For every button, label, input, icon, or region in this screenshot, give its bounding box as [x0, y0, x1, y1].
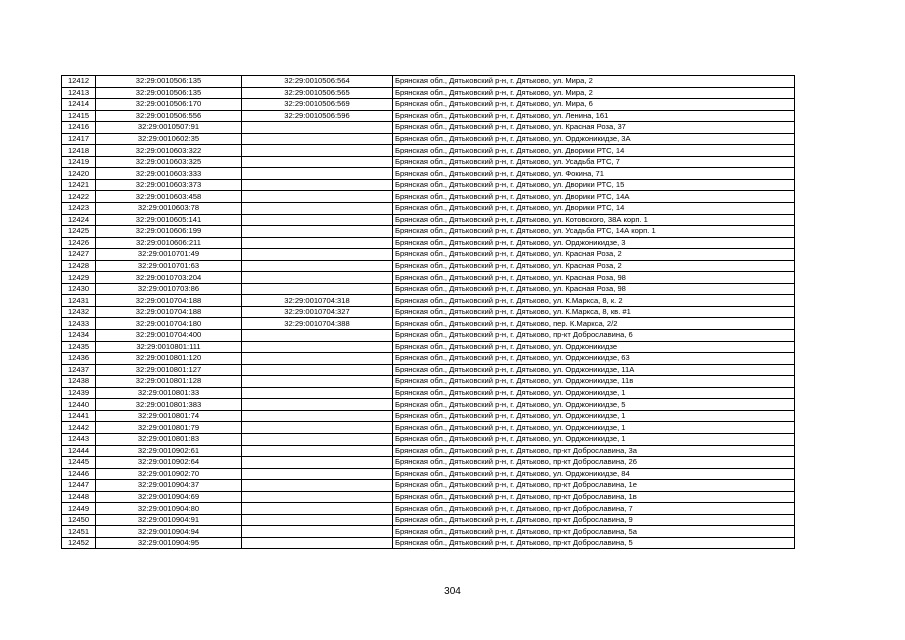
parcel-cadastral-number-cell: 32:29:0010902:61: [96, 445, 242, 457]
address-cell: Брянская обл., Дятьковский р-н, г. Дятьково, ул. Орджоникидзе, 84: [393, 468, 795, 480]
object-cadastral-number-cell: [242, 283, 393, 295]
table-row: [62, 179, 795, 191]
object-cadastral-number-cell: 32:29:0010506:569: [242, 99, 393, 111]
object-cadastral-number-cell: 32:29:0010704:318: [242, 295, 393, 307]
table-row: [62, 295, 795, 307]
address-cell: Брянская обл., Дятьковский р-н, г. Дятьково, ул. Дворики РТС, 14: [393, 203, 795, 215]
row-number-cell: 12446: [62, 468, 96, 480]
object-cadastral-number-cell: [242, 422, 393, 434]
address-cell: Брянская обл., Дятьковский р-н, г. Дятьково, ул. Орджоникидзе, 11А: [393, 364, 795, 376]
table-row: [62, 283, 795, 295]
object-cadastral-number-cell: 32:29:0010506:564: [242, 76, 393, 88]
table-row: [62, 341, 795, 353]
address-cell: Брянская обл., Дятьковский р-н, г. Дятьково, ул. Мира, 2: [393, 76, 795, 88]
address-cell: Брянская обл., Дятьковский р-н, г. Дятьково, ул. Дворики РТС, 14: [393, 145, 795, 157]
parcel-cadastral-number-cell: 32:29:0010704:188: [96, 306, 242, 318]
row-number-cell: 12424: [62, 214, 96, 226]
address-cell: Брянская обл., Дятьковский р-н, г. Дятьково, пр-кт Доброславина, 1е: [393, 480, 795, 492]
table-row: [62, 191, 795, 203]
table-row: [62, 468, 795, 480]
row-number-cell: 12452: [62, 537, 96, 549]
object-cadastral-number-cell: [242, 491, 393, 503]
table-row: [62, 214, 795, 226]
table-row: [62, 318, 795, 330]
row-number-cell: 12419: [62, 156, 96, 168]
parcel-cadastral-number-cell: 32:29:0010602:35: [96, 133, 242, 145]
address-cell: Брянская обл., Дятьковский р-н, г. Дятьково, ул. Орджоникидзе, 11в: [393, 376, 795, 388]
row-number-cell: 12448: [62, 491, 96, 503]
document-sheet: [61, 75, 794, 549]
address-cell: Брянская обл., Дятьковский р-н, г. Дятьково, ул. Дворики РТС, 15: [393, 179, 795, 191]
object-cadastral-number-cell: [242, 364, 393, 376]
object-cadastral-number-cell: [242, 133, 393, 145]
parcel-cadastral-number-cell: 32:29:0010603:322: [96, 145, 242, 157]
table-row: [62, 457, 795, 469]
address-cell: Брянская обл., Дятьковский р-н, г. Дятьково, ул. Красная Роза, 37: [393, 122, 795, 134]
parcel-cadastral-number-cell: 32:29:0010703:204: [96, 272, 242, 284]
row-number-cell: 12447: [62, 480, 96, 492]
object-cadastral-number-cell: [242, 341, 393, 353]
row-number-cell: 12438: [62, 376, 96, 388]
address-cell: Брянская обл., Дятьковский р-н, г. Дятьково, пр-кт Доброславина, 5: [393, 537, 795, 549]
table-row: [62, 445, 795, 457]
table-row: [62, 376, 795, 388]
parcel-cadastral-number-cell: 32:29:0010704:188: [96, 295, 242, 307]
address-cell: Брянская обл., Дятьковский р-н, г. Дятьково, ул. Котовского, 38А корп. 1: [393, 214, 795, 226]
table-row: [62, 399, 795, 411]
object-cadastral-number-cell: [242, 191, 393, 203]
parcel-cadastral-number-cell: 32:29:0010801:79: [96, 422, 242, 434]
row-number-cell: 12433: [62, 318, 96, 330]
object-cadastral-number-cell: [242, 179, 393, 191]
row-number-cell: 12425: [62, 226, 96, 238]
parcel-cadastral-number-cell: 32:29:0010904:69: [96, 491, 242, 503]
table-row: [62, 353, 795, 365]
object-cadastral-number-cell: [242, 156, 393, 168]
row-number-cell: 12412: [62, 76, 96, 88]
row-number-cell: 12432: [62, 306, 96, 318]
object-cadastral-number-cell: [242, 122, 393, 134]
row-number-cell: 12423: [62, 203, 96, 215]
object-cadastral-number-cell: [242, 399, 393, 411]
parcel-cadastral-number-cell: 32:29:0010701:49: [96, 249, 242, 261]
object-cadastral-number-cell: [242, 249, 393, 261]
address-cell: Брянская обл., Дятьковский р-н, г. Дятьково, ул. Орджоникидзе, 63: [393, 353, 795, 365]
object-cadastral-number-cell: 32:29:0010506:565: [242, 87, 393, 99]
table-row: [62, 491, 795, 503]
address-cell: Брянская обл., Дятьковский р-н, г. Дятьково, пр-кт Доброславина, 7: [393, 503, 795, 515]
row-number-cell: 12420: [62, 168, 96, 180]
records-table: [61, 75, 795, 549]
table-row: [62, 526, 795, 538]
parcel-cadastral-number-cell: 32:29:0010801:120: [96, 353, 242, 365]
parcel-cadastral-number-cell: 32:29:0010606:199: [96, 226, 242, 238]
object-cadastral-number-cell: [242, 260, 393, 272]
parcel-cadastral-number-cell: 32:29:0010801:83: [96, 433, 242, 445]
parcel-cadastral-number-cell: 32:29:0010603:333: [96, 168, 242, 180]
parcel-cadastral-number-cell: 32:29:0010704:400: [96, 330, 242, 342]
object-cadastral-number-cell: [242, 214, 393, 226]
parcel-cadastral-number-cell: 32:29:0010703:86: [96, 283, 242, 295]
row-number-cell: 12449: [62, 503, 96, 515]
object-cadastral-number-cell: [242, 433, 393, 445]
row-number-cell: 12440: [62, 399, 96, 411]
table-row: [62, 226, 795, 238]
table-row: [62, 272, 795, 284]
object-cadastral-number-cell: [242, 514, 393, 526]
parcel-cadastral-number-cell: 32:29:0010507:91: [96, 122, 242, 134]
address-cell: Брянская обл., Дятьковский р-н, г. Дятьково, ул. Орджоникидзе, 3А: [393, 133, 795, 145]
table-row: [62, 306, 795, 318]
address-cell: Брянская обл., Дятьковский р-н, г. Дятьково, ул. Красная Роза, 98: [393, 283, 795, 295]
object-cadastral-number-cell: [242, 503, 393, 515]
address-cell: Брянская обл., Дятьковский р-н, г. Дятьково, пр-кт Доброславина, 26: [393, 457, 795, 469]
object-cadastral-number-cell: [242, 457, 393, 469]
object-cadastral-number-cell: [242, 353, 393, 365]
object-cadastral-number-cell: [242, 537, 393, 549]
address-cell: Брянская обл., Дятьковский р-н, г. Дятьково, ул. Мира, 6: [393, 99, 795, 111]
table-row: [62, 433, 795, 445]
object-cadastral-number-cell: [242, 526, 393, 538]
address-cell: Брянская обл., Дятьковский р-н, г. Дятьково, ул. Фокина, 71: [393, 168, 795, 180]
object-cadastral-number-cell: [242, 226, 393, 238]
parcel-cadastral-number-cell: 32:29:0010605:141: [96, 214, 242, 226]
address-cell: Брянская обл., Дятьковский р-н, г. Дятьково, ул. Орджоникидзе, 5: [393, 399, 795, 411]
row-number-cell: 12445: [62, 457, 96, 469]
table-row: [62, 422, 795, 434]
address-cell: Брянская обл., Дятьковский р-н, г. Дятьково, пр-кт Доброславина, 9: [393, 514, 795, 526]
parcel-cadastral-number-cell: 32:29:0010801:383: [96, 399, 242, 411]
parcel-cadastral-number-cell: 32:29:0010801:33: [96, 387, 242, 399]
parcel-cadastral-number-cell: 32:29:0010904:91: [96, 514, 242, 526]
row-number-cell: 12434: [62, 330, 96, 342]
table-row: [62, 156, 795, 168]
row-number-cell: 12450: [62, 514, 96, 526]
address-cell: Брянская обл., Дятьковский р-н, г. Дятьково, ул. Дворики РТС, 14А: [393, 191, 795, 203]
row-number-cell: 12443: [62, 433, 96, 445]
object-cadastral-number-cell: [242, 410, 393, 422]
row-number-cell: 12444: [62, 445, 96, 457]
row-number-cell: 12442: [62, 422, 96, 434]
address-cell: Брянская обл., Дятьковский р-н, г. Дятьково, ул. Орджоникидзе, 1: [393, 422, 795, 434]
row-number-cell: 12428: [62, 260, 96, 272]
object-cadastral-number-cell: [242, 468, 393, 480]
parcel-cadastral-number-cell: 32:29:0010904:95: [96, 537, 242, 549]
row-number-cell: 12441: [62, 410, 96, 422]
object-cadastral-number-cell: [242, 376, 393, 388]
row-number-cell: 12415: [62, 110, 96, 122]
address-cell: Брянская обл., Дятьковский р-н, г. Дятьково, ул. Ленина, 161: [393, 110, 795, 122]
address-cell: Брянская обл., Дятьковский р-н, г. Дятьково, пр-кт Доброславина, 6: [393, 330, 795, 342]
table-row: [62, 249, 795, 261]
object-cadastral-number-cell: [242, 330, 393, 342]
row-number-cell: 12430: [62, 283, 96, 295]
parcel-cadastral-number-cell: 32:29:0010506:135: [96, 87, 242, 99]
address-cell: Брянская обл., Дятьковский р-н, г. Дятьково, ул. Красная Роза, 2: [393, 260, 795, 272]
parcel-cadastral-number-cell: 32:29:0010704:180: [96, 318, 242, 330]
page-number: 304: [444, 586, 461, 597]
table-body: [62, 76, 795, 549]
table-row: [62, 122, 795, 134]
parcel-cadastral-number-cell: 32:29:0010904:94: [96, 526, 242, 538]
row-number-cell: 12435: [62, 341, 96, 353]
table-row: [62, 503, 795, 515]
row-number-cell: 12417: [62, 133, 96, 145]
row-number-cell: 12439: [62, 387, 96, 399]
address-cell: Брянская обл., Дятьковский р-н, г. Дятьково, пер. К.Маркса, 2/2: [393, 318, 795, 330]
address-cell: Брянская обл., Дятьковский р-н, г. Дятьково, ул. Орджоникидзе, 1: [393, 433, 795, 445]
object-cadastral-number-cell: [242, 480, 393, 492]
address-cell: Брянская обл., Дятьковский р-н, г. Дятьково, ул. Орджоникидзе, 1: [393, 410, 795, 422]
address-cell: Брянская обл., Дятьковский р-н, г. Дятьково, ул. Орджоникидзе, 3: [393, 237, 795, 249]
row-number-cell: 12413: [62, 87, 96, 99]
row-number-cell: 12426: [62, 237, 96, 249]
object-cadastral-number-cell: [242, 168, 393, 180]
parcel-cadastral-number-cell: 32:29:0010506:135: [96, 76, 242, 88]
address-cell: Брянская обл., Дятьковский р-н, г. Дятьково, ул. К.Маркса, 8, к. 2: [393, 295, 795, 307]
row-number-cell: 12451: [62, 526, 96, 538]
address-cell: Брянская обл., Дятьковский р-н, г. Дятьково, ул. Красная Роза, 2: [393, 249, 795, 261]
address-cell: Брянская обл., Дятьковский р-н, г. Дятьково, ул. Красная Роза, 98: [393, 272, 795, 284]
object-cadastral-number-cell: [242, 387, 393, 399]
object-cadastral-number-cell: 32:29:0010704:388: [242, 318, 393, 330]
object-cadastral-number-cell: [242, 272, 393, 284]
object-cadastral-number-cell: [242, 445, 393, 457]
table-row: [62, 133, 795, 145]
row-number-cell: 12421: [62, 179, 96, 191]
table-row: [62, 110, 795, 122]
row-number-cell: 12422: [62, 191, 96, 203]
parcel-cadastral-number-cell: 32:29:0010603:325: [96, 156, 242, 168]
row-number-cell: 12429: [62, 272, 96, 284]
object-cadastral-number-cell: [242, 203, 393, 215]
object-cadastral-number-cell: [242, 145, 393, 157]
address-cell: Брянская обл., Дятьковский р-н, г. Дятьково, пр-кт Доброславина, 5а: [393, 526, 795, 538]
table-row: [62, 260, 795, 272]
table-row: [62, 387, 795, 399]
parcel-cadastral-number-cell: 32:29:0010902:70: [96, 468, 242, 480]
table-row: [62, 364, 795, 376]
parcel-cadastral-number-cell: 32:29:0010603:458: [96, 191, 242, 203]
parcel-cadastral-number-cell: 32:29:0010701:63: [96, 260, 242, 272]
row-number-cell: 12431: [62, 295, 96, 307]
row-number-cell: 12437: [62, 364, 96, 376]
parcel-cadastral-number-cell: 32:29:0010904:37: [96, 480, 242, 492]
address-cell: Брянская обл., Дятьковский р-н, г. Дятьково, ул. К.Маркса, 8, кв. #1: [393, 306, 795, 318]
table-row: [62, 480, 795, 492]
parcel-cadastral-number-cell: 32:29:0010506:556: [96, 110, 242, 122]
address-cell: Брянская обл., Дятьковский р-н, г. Дятьково, ул. Усадьба РТС, 7: [393, 156, 795, 168]
parcel-cadastral-number-cell: 32:29:0010801:127: [96, 364, 242, 376]
address-cell: Брянская обл., Дятьковский р-н, г. Дятьково, ул. Орджоникидзе: [393, 341, 795, 353]
table-row: [62, 203, 795, 215]
row-number-cell: 12427: [62, 249, 96, 261]
table-row: [62, 537, 795, 549]
table-row: [62, 99, 795, 111]
parcel-cadastral-number-cell: 32:29:0010603:373: [96, 179, 242, 191]
table-row: [62, 168, 795, 180]
parcel-cadastral-number-cell: 32:29:0010904:80: [96, 503, 242, 515]
row-number-cell: 12418: [62, 145, 96, 157]
address-cell: Брянская обл., Дятьковский р-н, г. Дятьково, ул. Мира, 2: [393, 87, 795, 99]
parcel-cadastral-number-cell: 32:29:0010902:64: [96, 457, 242, 469]
address-cell: Брянская обл., Дятьковский р-н, г. Дятьково, ул. Усадьба РТС, 14А корп. 1: [393, 226, 795, 238]
address-cell: Брянская обл., Дятьковский р-н, г. Дятьково, пр-кт Доброславина, 3а: [393, 445, 795, 457]
table-row: [62, 514, 795, 526]
table-row: [62, 145, 795, 157]
row-number-cell: 12416: [62, 122, 96, 134]
parcel-cadastral-number-cell: 32:29:0010801:128: [96, 376, 242, 388]
row-number-cell: 12436: [62, 353, 96, 365]
address-cell: Брянская обл., Дятьковский р-н, г. Дятьково, пр-кт Доброславина, 1в: [393, 491, 795, 503]
parcel-cadastral-number-cell: 32:29:0010801:111: [96, 341, 242, 353]
object-cadastral-number-cell: 32:29:0010704:327: [242, 306, 393, 318]
parcel-cadastral-number-cell: 32:29:0010603:78: [96, 203, 242, 215]
parcel-cadastral-number-cell: 32:29:0010606:211: [96, 237, 242, 249]
table-row: [62, 76, 795, 88]
parcel-cadastral-number-cell: 32:29:0010801:74: [96, 410, 242, 422]
object-cadastral-number-cell: [242, 237, 393, 249]
table-row: [62, 410, 795, 422]
table-row: [62, 237, 795, 249]
object-cadastral-number-cell: 32:29:0010506:596: [242, 110, 393, 122]
parcel-cadastral-number-cell: 32:29:0010506:170: [96, 99, 242, 111]
table-row: [62, 87, 795, 99]
row-number-cell: 12414: [62, 99, 96, 111]
address-cell: Брянская обл., Дятьковский р-н, г. Дятьково, ул. Орджоникидзе, 1: [393, 387, 795, 399]
table-row: [62, 330, 795, 342]
